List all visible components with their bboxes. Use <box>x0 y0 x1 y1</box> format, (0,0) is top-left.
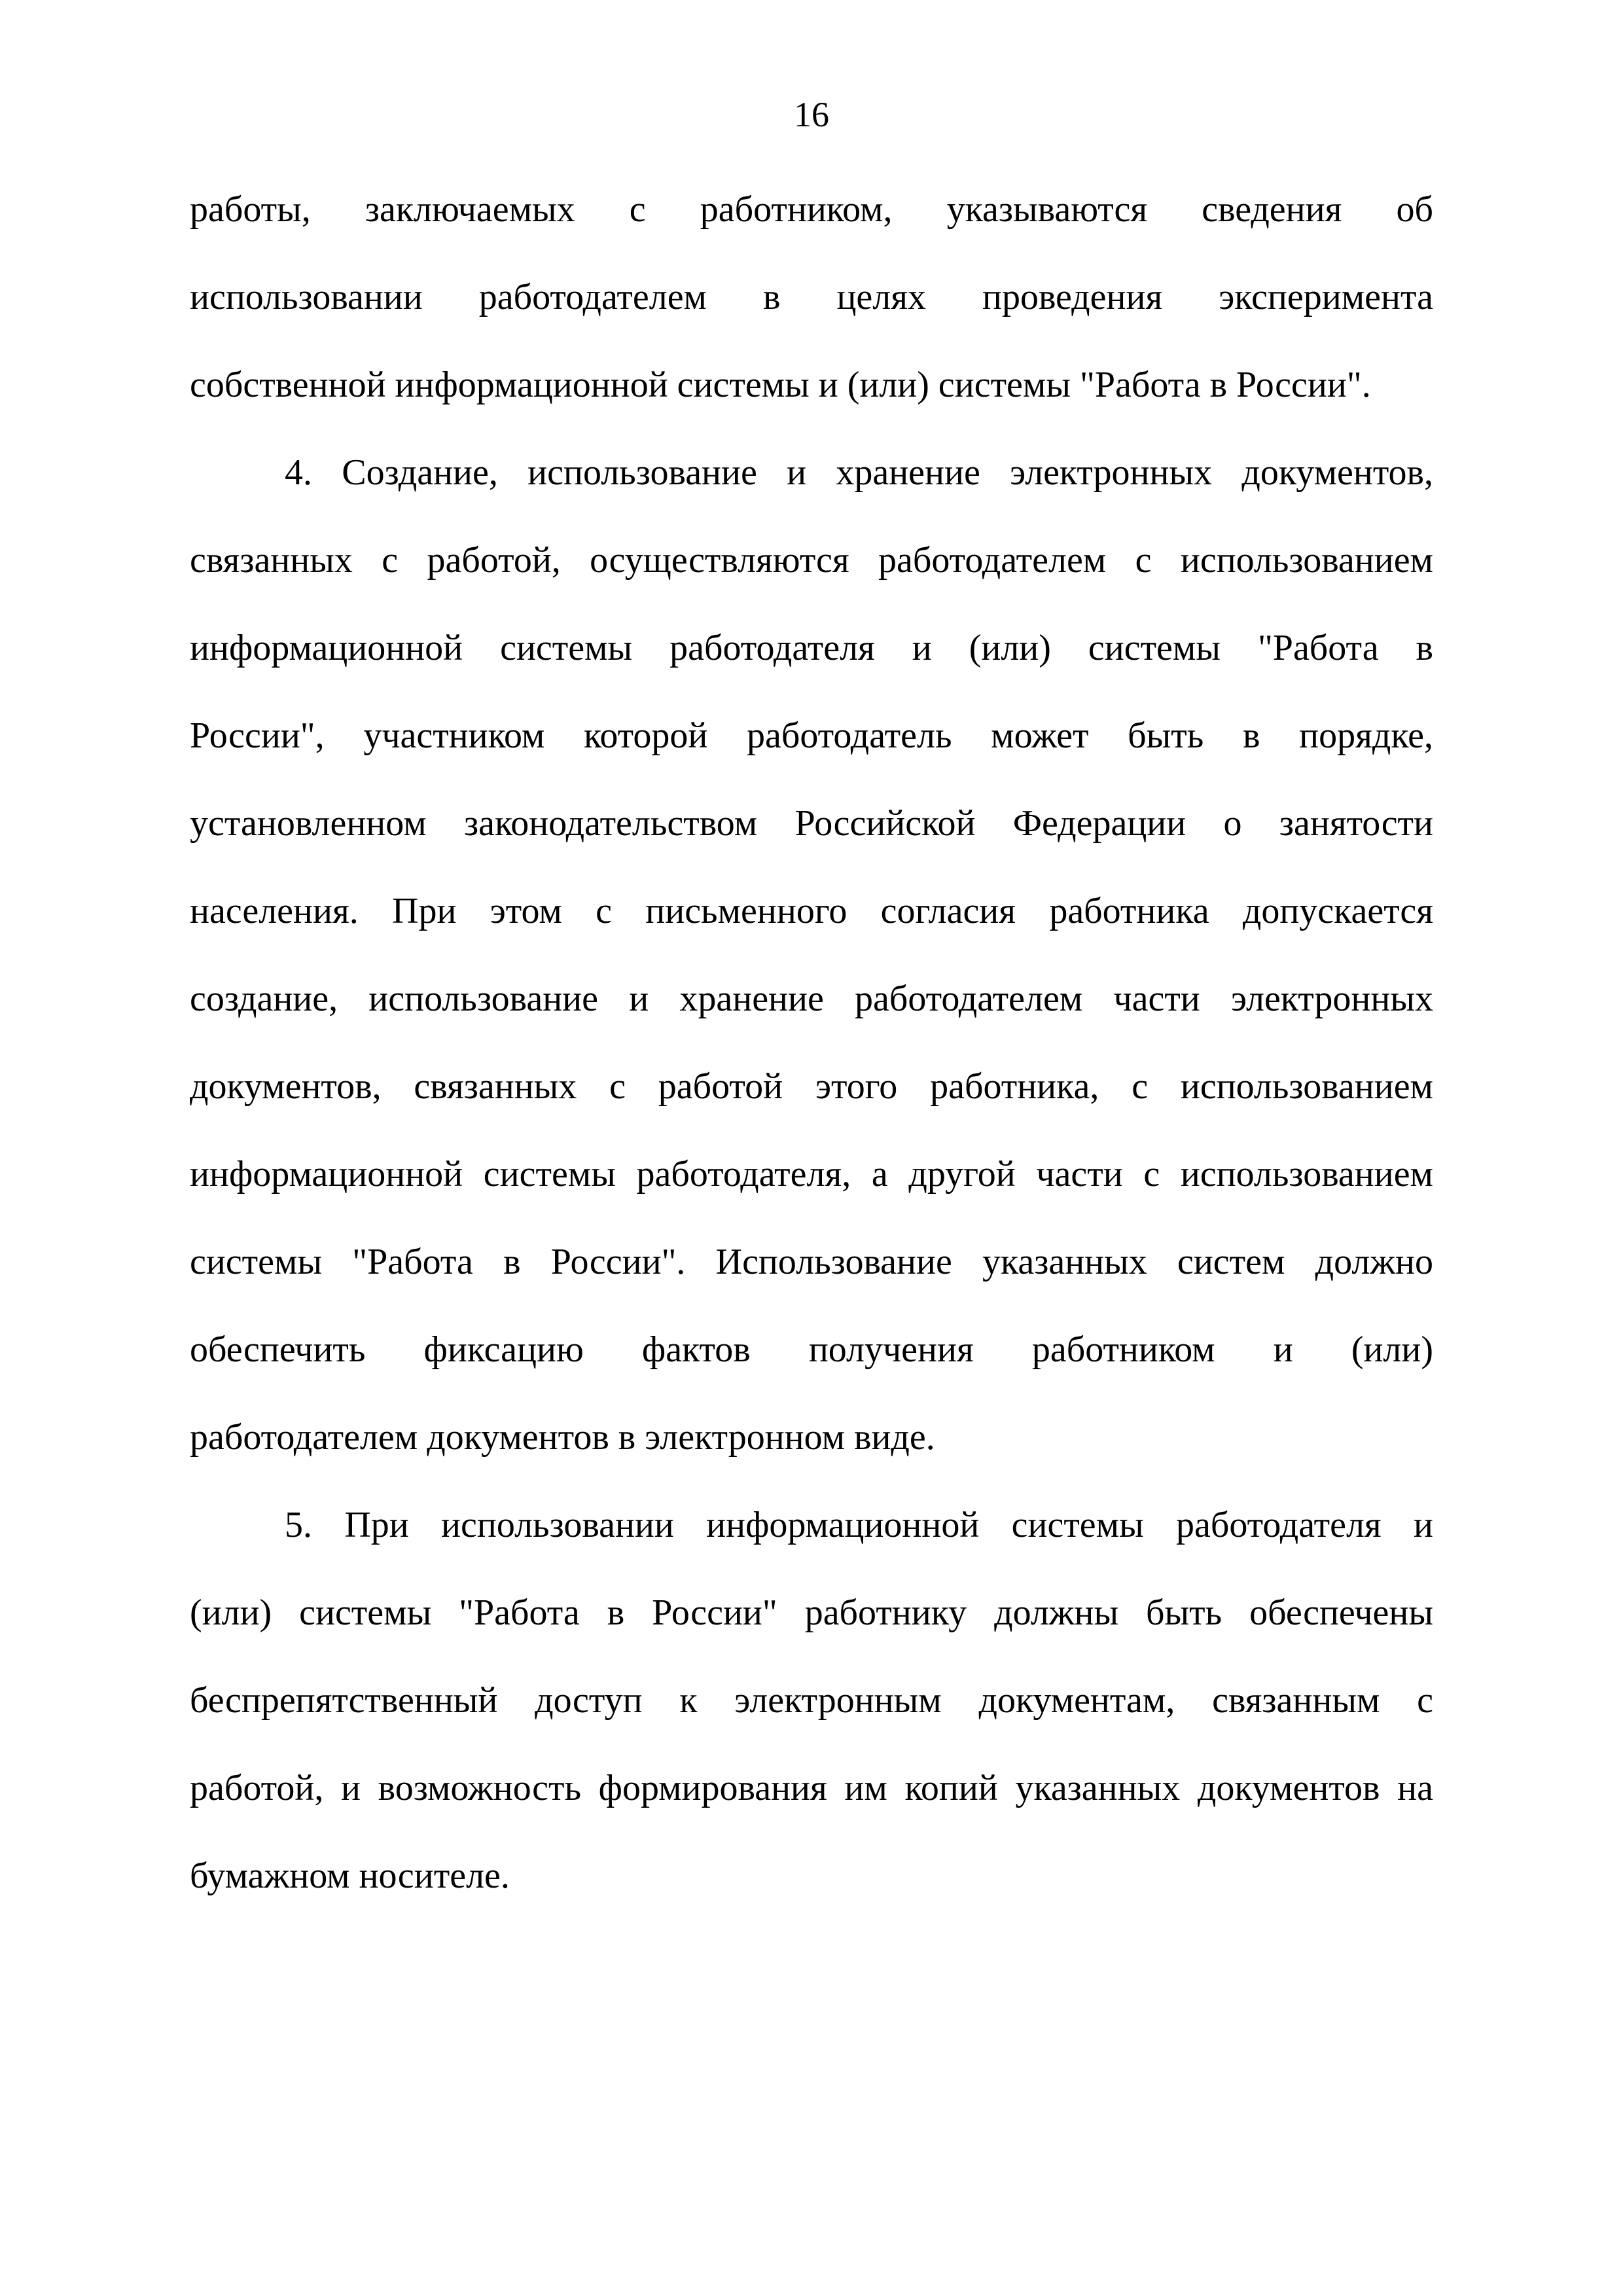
text-line: обеспечить фиксацию фактов получения работником и (или) <box>190 1329 1433 1370</box>
text-line: информационной системы работодателя и (или) системы "Работа в <box>190 628 1433 668</box>
text-line: работой, и возможность формирования им копий указанных документов на <box>190 1768 1433 1808</box>
paragraph-5-start: 5. При использовании информационной системы работодателя и <box>285 1505 1433 1545</box>
text-line: бумажном носителе. <box>190 1856 510 1896</box>
text-line: связанных с работой, осуществляются работодателем с использованием <box>190 540 1433 581</box>
text-line: собственной информационной системы и (или) системы "Работа в России". <box>190 365 1371 405</box>
text-line: работы, заключаемых с работником, указываются сведения об <box>190 189 1433 230</box>
body-text <box>190 182 1433 1936</box>
text-line: информационной системы работодателя, а другой части с использованием <box>190 1154 1433 1194</box>
text-line: установленном законодательством Российской Федерации о занятости <box>190 803 1433 844</box>
text-line: создание, использование и хранение работодателем части электронных <box>190 978 1433 1019</box>
text-line: (или) системы "Работа в России" работнику должны быть обеспечены <box>190 1592 1433 1633</box>
text-line: использовании работодателем в целях проведения эксперимента <box>190 277 1433 317</box>
text-line: населения. При этом с письменного согласия работника допускается <box>190 891 1433 931</box>
text-line: системы "Работа в России". Использование указанных систем должно <box>190 1242 1433 1282</box>
paragraph-4-start: 4. Создание, использование и хранение электронных документов, <box>285 452 1433 493</box>
text-line: документов, связанных с работой этого работника, с использованием <box>190 1066 1433 1107</box>
page-number: 16 <box>794 95 829 134</box>
text-line: беспрепятственный доступ к электронным документам, связанным с <box>190 1680 1433 1721</box>
text-line: России", участником которой работодатель может быть в порядке, <box>190 715 1433 756</box>
text-line: работодателем документов в электронном виде. <box>190 1417 935 1458</box>
